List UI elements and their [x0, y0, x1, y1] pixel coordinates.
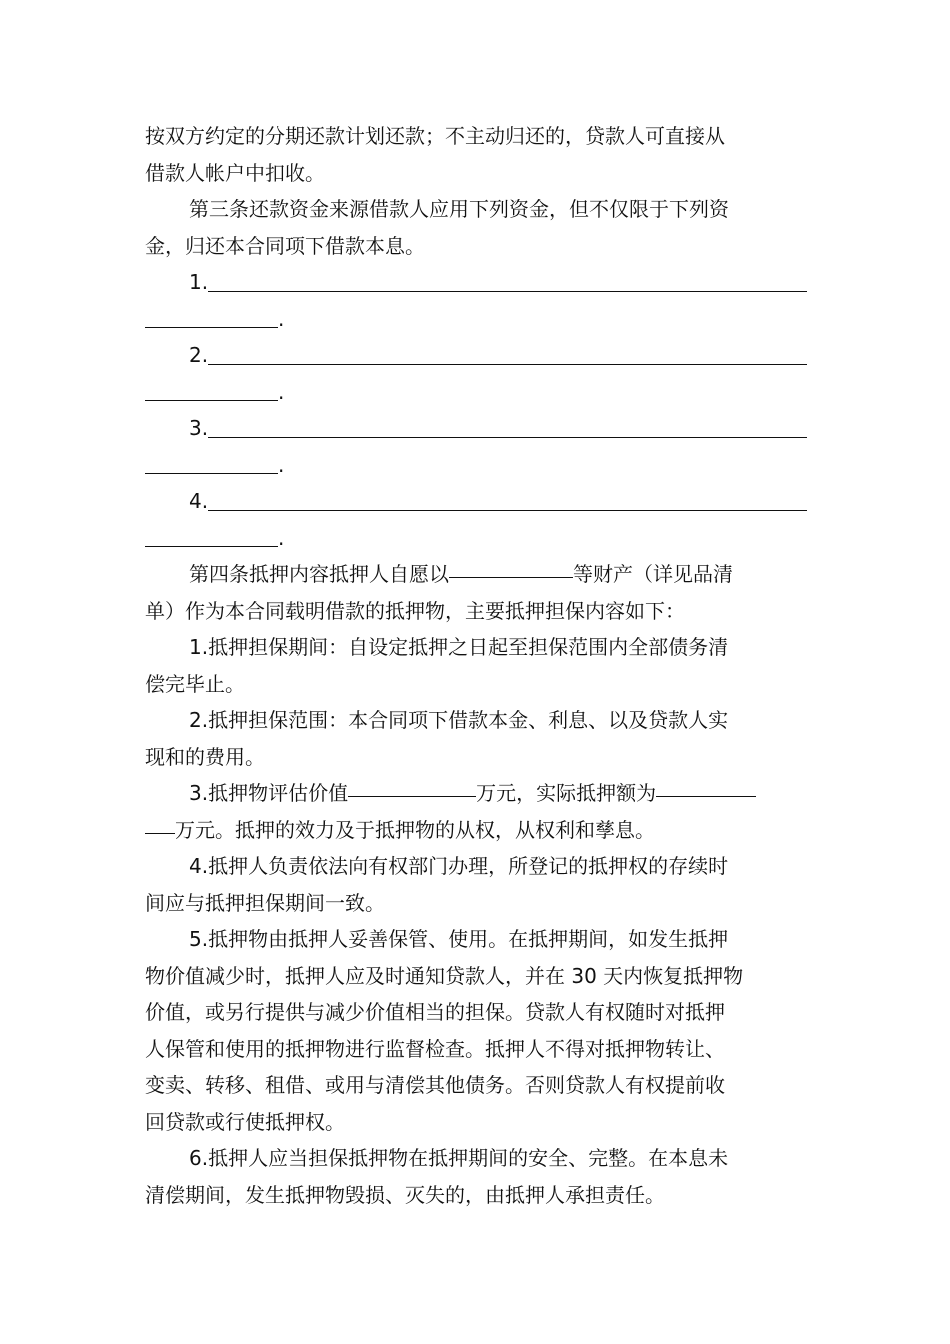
fill-in-item-4-tail	[145, 520, 807, 557]
item-tail: .	[278, 306, 285, 331]
fill-in-item-1	[145, 264, 807, 301]
text-segment: 等财产（详见品清	[573, 562, 733, 586]
item-tail: .	[278, 452, 285, 477]
fill-in-blank	[145, 833, 175, 834]
fill-in-item-3	[145, 410, 807, 447]
fill-in-item-2-tail	[145, 374, 807, 411]
clause-1-line: 1.抵押担保期间：自设定抵押之日起至担保范围内全部债务清	[189, 635, 729, 659]
clause-3-line	[145, 775, 807, 812]
fill-in-blank	[656, 796, 756, 797]
text-segment: 3.抵押物评估价值	[189, 781, 349, 805]
document-body	[145, 118, 807, 1213]
text-line: 人保管和使用的抵押物进行监督检查。抵押人不得对抵押物转让、	[145, 1036, 725, 1061]
fill-in-blank	[208, 510, 807, 511]
fill-in-blank	[145, 546, 278, 547]
text-line	[145, 812, 807, 849]
item-tail: .	[278, 379, 285, 404]
fill-in-blank	[208, 364, 807, 365]
fill-in-blank	[145, 473, 278, 474]
fill-in-blank	[449, 577, 573, 578]
text-segment: 万元。抵押的效力及于抵押物的从权，从权利和孳息。	[175, 817, 655, 842]
fill-in-blank	[208, 437, 807, 438]
item-label: 3.	[189, 416, 209, 440]
item-label: 1.	[189, 270, 209, 294]
fill-in-item-1-tail	[145, 301, 807, 338]
item-tail: .	[278, 525, 285, 550]
text-segment: 第四条抵押内容抵押人自愿以	[189, 562, 449, 586]
text-line: 价值，或另行提供与减少价值相当的担保。贷款人有权随时对抵押	[145, 1000, 725, 1024]
fill-in-item-2	[145, 337, 807, 374]
fill-in-item-4	[145, 483, 807, 520]
item-label: 4.	[189, 489, 209, 513]
text-line: 单）作为本合同载明借款的抵押物，主要抵押担保内容如下：	[145, 598, 685, 623]
text-line: 物价值减少时，抵押人应及时通知贷款人，并在 30 天内恢复抵押物	[145, 963, 744, 988]
clause-5-line: 5.抵押物由抵押人妥善保管、使用。在抵押期间，如发生抵押	[189, 927, 729, 951]
text-line: 按双方约定的分期还款计划还款；不主动归还的，贷款人可直接从	[145, 124, 725, 148]
text-line: 现和的费用。	[145, 744, 265, 769]
article-3-heading-line: 第三条还款资金来源借款人应用下列资金，但不仅限于下列资	[189, 197, 729, 221]
text-line: 清偿期间，发生抵押物毁损、灭失的，由抵押人承担责任。	[145, 1182, 665, 1207]
clause-2-line: 2.抵押担保范围：本合同项下借款本金、利息、以及贷款人实	[189, 708, 729, 732]
text-line: 回贷款或行使抵押权。	[145, 1109, 345, 1134]
text-line: 间应与抵押担保期间一致。	[145, 890, 385, 915]
clause-6-line: 6.抵押人应当担保抵押物在抵押期间的安全、完整。在本息未	[189, 1146, 729, 1170]
fill-in-blank	[348, 796, 476, 797]
text-line: 借款人帐户中扣收。	[145, 160, 325, 185]
text-segment: 万元，实际抵押额为	[476, 781, 657, 805]
item-label: 2.	[189, 343, 209, 367]
fill-in-blank	[145, 400, 278, 401]
clause-4-line: 4.抵押人负责依法向有权部门办理，所登记的抵押权的存续时	[189, 854, 729, 878]
fill-in-blank	[145, 327, 278, 328]
text-line: 偿完毕止。	[145, 671, 245, 696]
fill-in-blank	[208, 291, 807, 292]
article-4-heading-line	[145, 556, 807, 593]
fill-in-item-3-tail	[145, 447, 807, 484]
text-line: 变卖、转移、租借、或用与清偿其他债务。否则贷款人有权提前收	[145, 1073, 725, 1097]
text-line: 金，归还本合同项下借款本息。	[145, 233, 425, 258]
